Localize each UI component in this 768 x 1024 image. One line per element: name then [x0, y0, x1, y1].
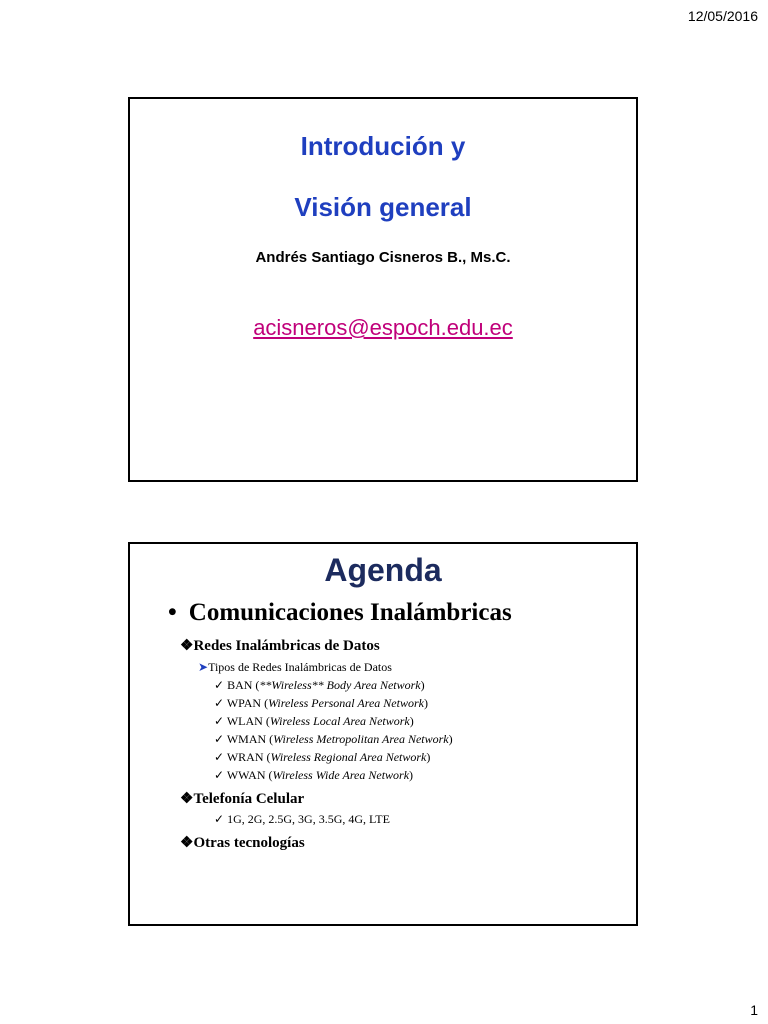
- check-icon: ✓: [214, 714, 227, 728]
- section-otras: [180, 833, 305, 852]
- section-redes: [180, 636, 380, 655]
- check-icon: ✓: [214, 696, 227, 710]
- subsection-tipos-label: Tipos de Redes Inalámbricas de Datos: [208, 660, 392, 674]
- network-abbr: WPAN: [226, 696, 262, 710]
- header-date: 12/05/2016: [687, 8, 758, 24]
- network-abbr: WLAN: [226, 714, 263, 728]
- network-abbr: WMAN: [226, 732, 267, 746]
- diamond-bullet-icon: ❖: [180, 791, 194, 807]
- telefonia-item: [214, 812, 390, 827]
- check-icon: ✓: [214, 732, 227, 746]
- network-item-wpan: ✓ WPAN (Wireless Personal Area Network): [214, 696, 428, 710]
- check-icon: ✓: [214, 750, 227, 764]
- network-item-wman: ✓ WMAN (Wireless Metropolitan Area Network): [214, 732, 453, 746]
- telefonia-item-label: 1G, 2G, 2.5G, 3G, 3.5G, 4G, LTE: [227, 812, 390, 826]
- author-name: Andrés Santiago Cisneros B., Ms.C.: [255, 249, 511, 266]
- check-icon: ✓: [214, 768, 227, 782]
- network-full: Wireless Local Area Network: [269, 714, 410, 728]
- check-icon: ✓: [214, 678, 228, 692]
- section-otras-label: Otras tecnologías: [193, 835, 305, 851]
- arrow-bullet-icon: ➤: [198, 660, 209, 674]
- section-telefonia-label: Telefonía Celular: [193, 791, 305, 807]
- subsection-tipos: [198, 660, 392, 675]
- network-item-ban: ✓ BAN (**Wireless** Body Area Network): [214, 678, 425, 692]
- network-abbr: WWAN: [226, 768, 266, 782]
- network-item-wran: ✓ WRAN (Wireless Regional Area Network): [214, 750, 431, 764]
- network-full: Wireless Personal Area Network: [268, 696, 424, 710]
- section-redes-label: Redes Inalámbricas de Datos: [193, 638, 380, 654]
- network-full: Wireless Wide Area Network: [272, 768, 410, 782]
- title-slide: [128, 97, 638, 482]
- page-number: 1: [750, 1002, 758, 1018]
- network-full: **Wireless** Body Area Network: [259, 678, 421, 692]
- main-bullet-label: Comunicaciones Inalámbricas: [188, 599, 512, 626]
- diamond-bullet-icon: ❖: [180, 638, 194, 654]
- network-item-wwan: ✓ WWAN (Wireless Wide Area Network): [214, 768, 414, 782]
- bullet-dot-icon: •: [168, 599, 177, 626]
- network-item-wlan: ✓ WLAN (Wireless Local Area Network): [214, 714, 414, 728]
- slide-title-line2: Visión general: [294, 192, 472, 222]
- agenda-title: Agenda: [324, 552, 442, 588]
- email-link[interactable]: acisneros@espoch.edu.ec: [253, 315, 513, 340]
- network-abbr: WRAN: [226, 750, 264, 764]
- diamond-bullet-icon: ❖: [180, 835, 194, 851]
- network-full: Wireless Regional Area Network: [270, 750, 427, 764]
- section-telefonia: [180, 789, 304, 808]
- network-abbr: BAN: [227, 678, 253, 692]
- network-full: Wireless Metropolitan Area Network: [273, 732, 449, 746]
- slide-title-line1: Introdución y: [300, 131, 466, 161]
- agenda-slide: [128, 542, 638, 926]
- check-icon: ✓: [214, 812, 228, 826]
- main-bullet: [168, 599, 512, 627]
